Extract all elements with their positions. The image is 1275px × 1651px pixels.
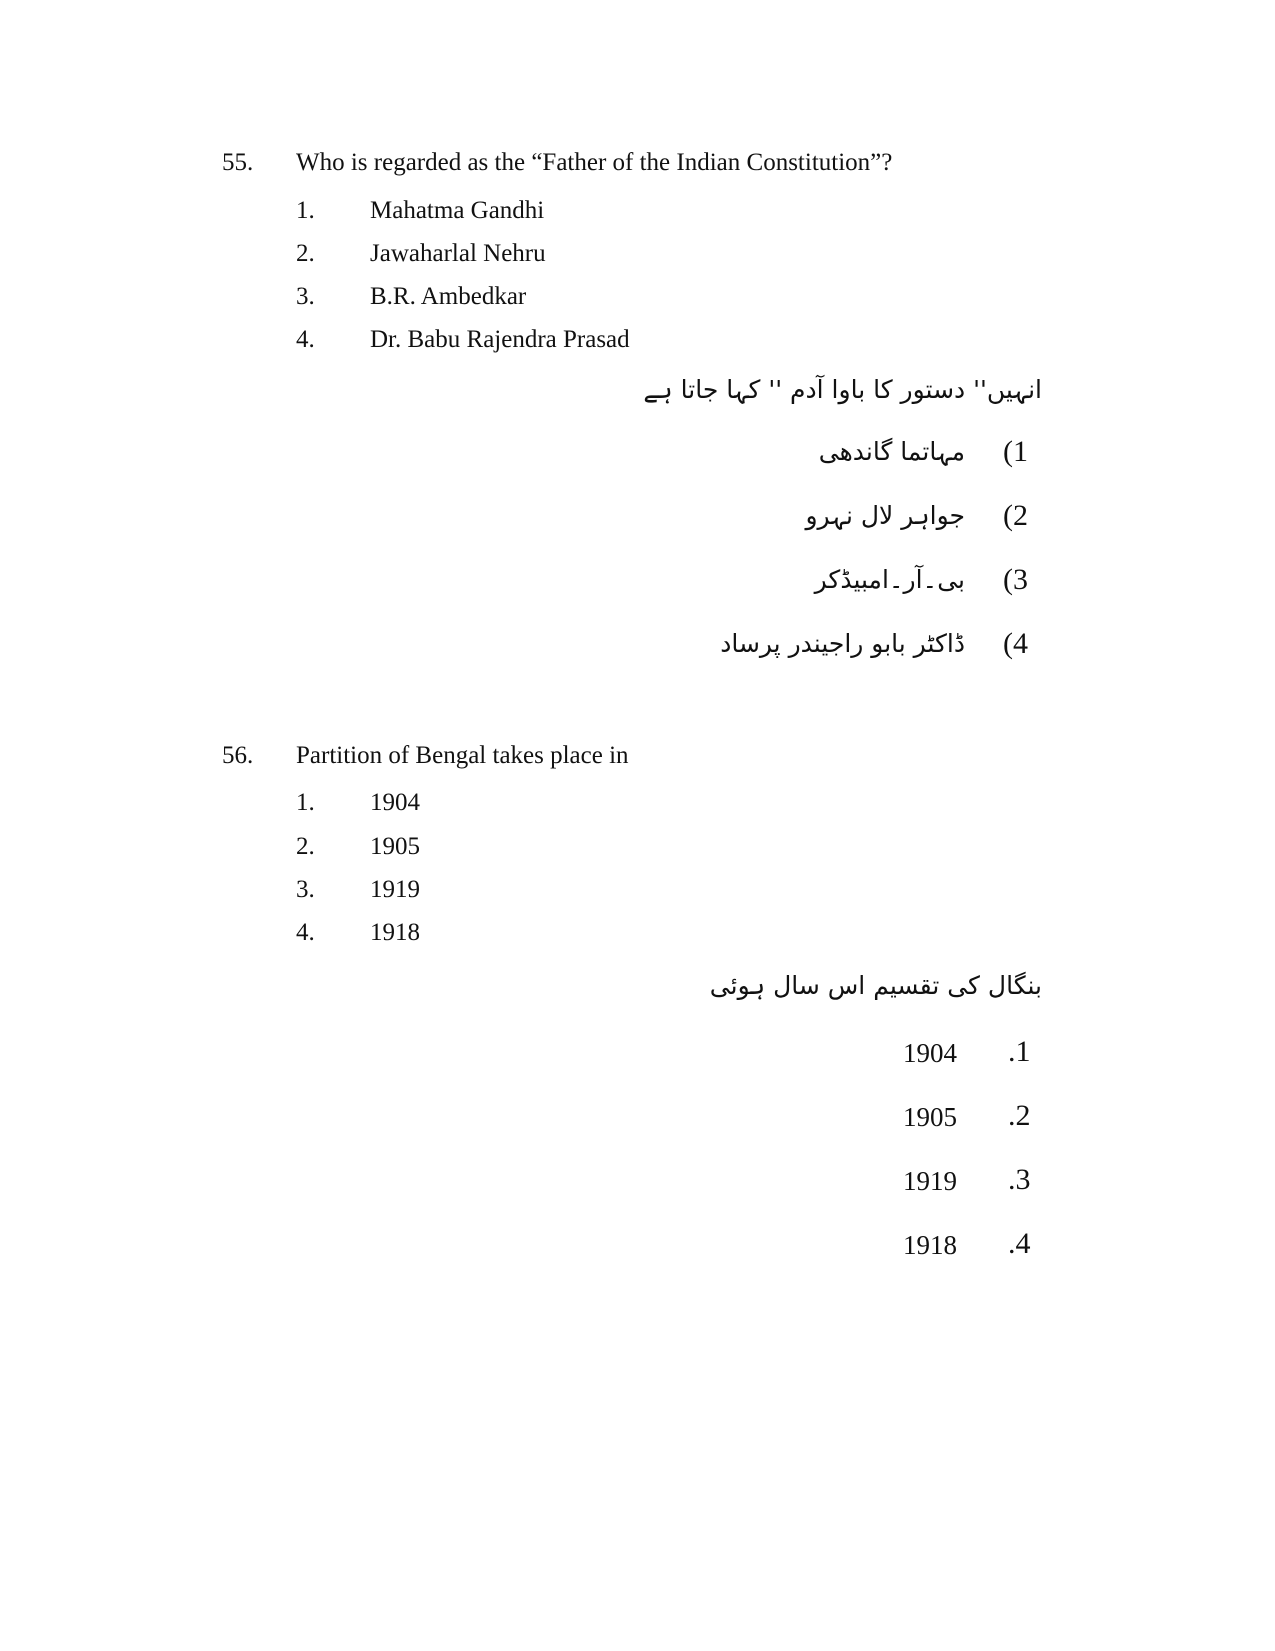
q55-urdu-option-2-number: (2 bbox=[1003, 499, 1028, 532]
q56-option-2-number: 2. bbox=[296, 833, 315, 860]
question-55-number: 55. bbox=[222, 149, 254, 176]
q55-urdu-option-2-text: جواہر لال نہرو bbox=[805, 501, 965, 530]
q56-urdu-option-1-text: 1904 bbox=[903, 1038, 957, 1068]
q55-option-1-text: Mahatma Gandhi bbox=[370, 197, 545, 224]
question-56-text: Partition of Bengal takes place in bbox=[296, 742, 629, 769]
q55-urdu-option-3-number: (3 bbox=[1003, 563, 1028, 596]
q55-option-2-text: Jawaharlal Nehru bbox=[370, 240, 546, 267]
q55-option-4-number: 4. bbox=[296, 326, 315, 353]
question-56-number: 56. bbox=[222, 742, 254, 769]
q56-option-3-number: 3. bbox=[296, 876, 315, 903]
q56-urdu-option-3-text: 1919 bbox=[903, 1166, 957, 1196]
q55-option-4-text: Dr. Babu Rajendra Prasad bbox=[370, 326, 630, 353]
q56-option-3-text: 1919 bbox=[370, 876, 420, 903]
q55-option-3-number: 3. bbox=[296, 283, 315, 310]
q55-option-2-number: 2. bbox=[296, 240, 315, 267]
q56-urdu-option-2-number: .2 bbox=[1008, 1099, 1031, 1132]
q56-urdu-option-3-number: .3 bbox=[1008, 1163, 1031, 1196]
q55-urdu-option-1-text: مہاتما گاندھی bbox=[818, 437, 965, 466]
q55-urdu-option-1-number: (1 bbox=[1003, 435, 1028, 468]
q56-option-4-text: 1918 bbox=[370, 919, 420, 946]
q56-option-1-text: 1904 bbox=[370, 789, 420, 816]
q56-urdu-option-4-text: 1918 bbox=[903, 1230, 957, 1260]
q55-urdu-option-4-number: (4 bbox=[1003, 627, 1028, 660]
question-55-text: Who is regarded as the “Father of the Indian Constitution”? bbox=[296, 149, 893, 176]
q56-option-2-text: 1905 bbox=[370, 833, 420, 860]
q55-urdu-option-3-text: بی۔آر۔امبیڈکر bbox=[814, 565, 965, 594]
q56-urdu-question: بنگال کی تقسیم اس سال ہوئی bbox=[709, 971, 1042, 1000]
q55-option-1-number: 1. bbox=[296, 197, 315, 224]
q56-urdu-option-4-number: .4 bbox=[1008, 1227, 1031, 1260]
q55-option-3-text: B.R. Ambedkar bbox=[370, 283, 527, 310]
q56-option-1-number: 1. bbox=[296, 789, 315, 816]
q56-urdu-option-2-text: 1905 bbox=[903, 1102, 957, 1132]
q55-urdu-question: انہیں'' دستور کا باوا آدم '' کہا جاتا ہے bbox=[643, 375, 1042, 404]
q56-urdu-option-1-number: .1 bbox=[1008, 1035, 1031, 1068]
q55-urdu-option-4-text: ڈاکٹر بابو راجیندر پرساد bbox=[720, 629, 965, 658]
q56-option-4-number: 4. bbox=[296, 919, 315, 946]
